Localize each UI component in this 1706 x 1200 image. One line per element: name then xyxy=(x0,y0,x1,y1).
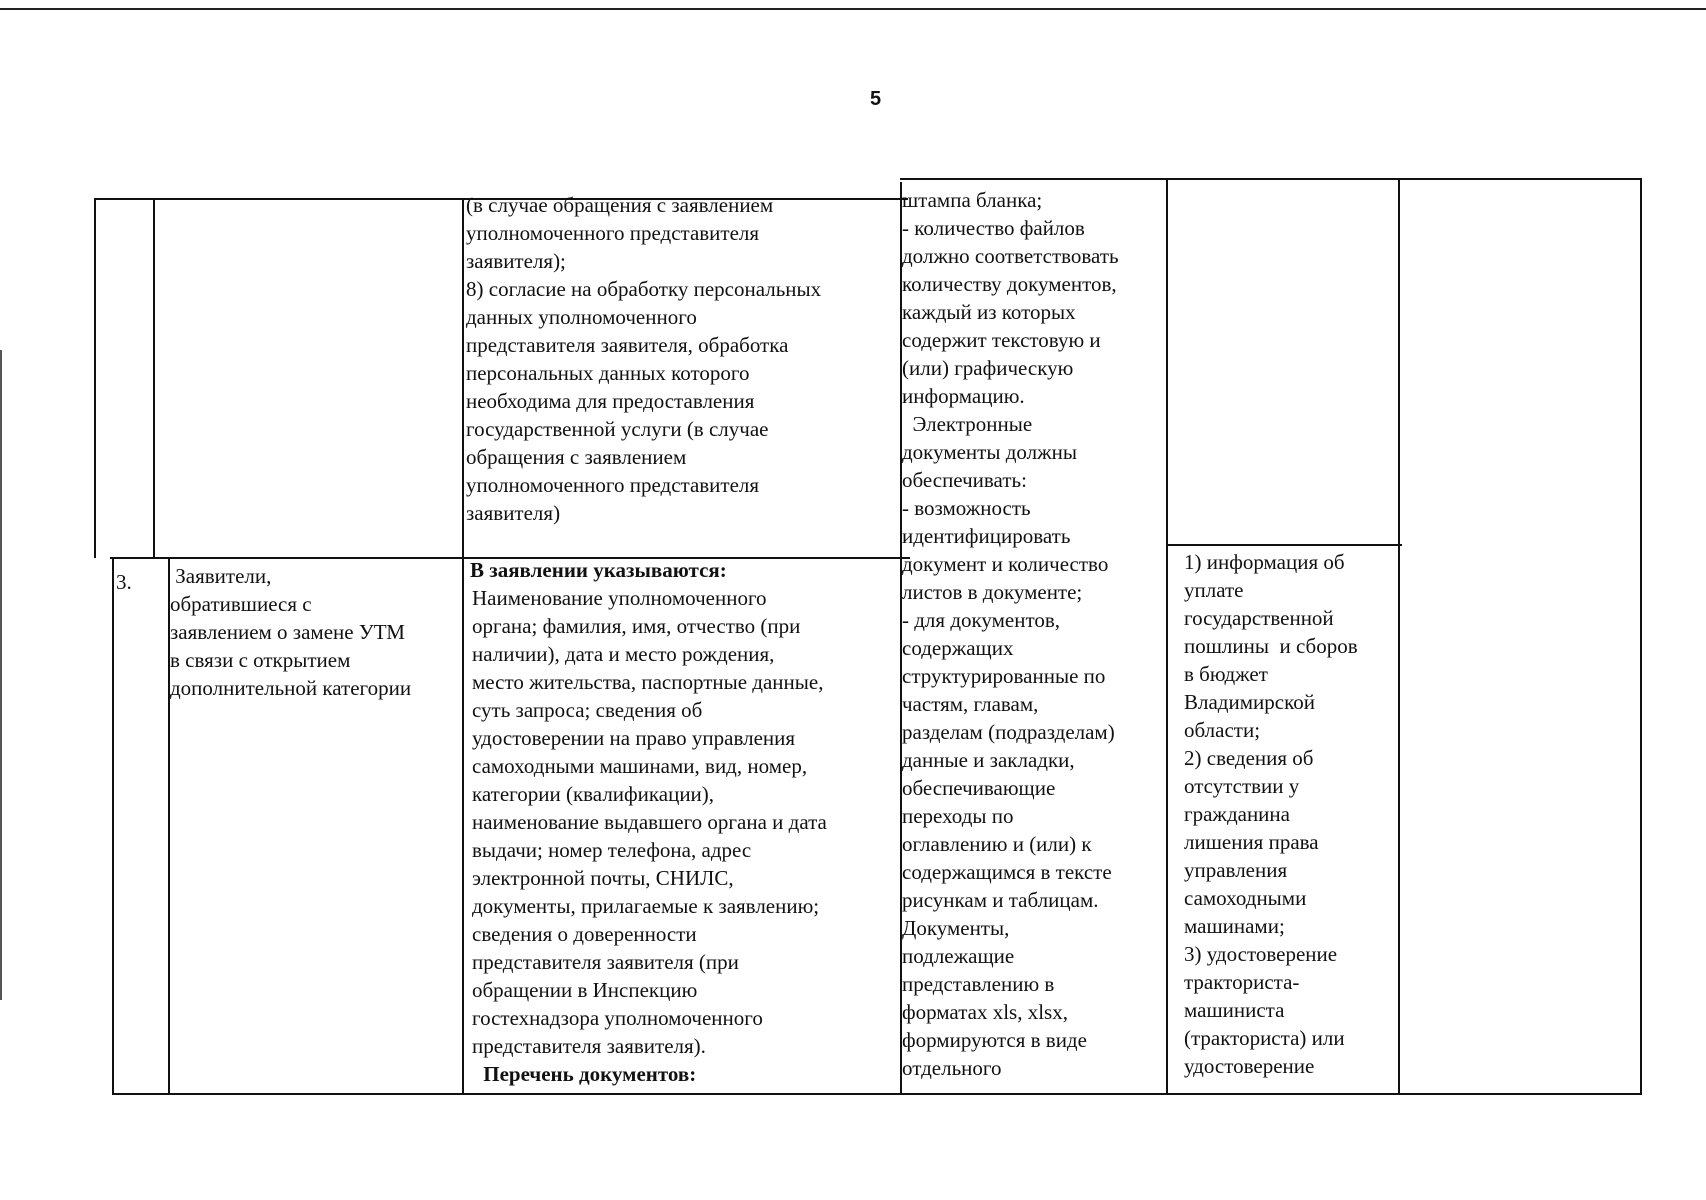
cell-documents-continued: (в случае обращения с заявлением уполномоченного представителя заявителя); 8) согласие на обработку персональных данных уполномоченного представителя заявителя, обработка персональных данных которого необходима для предоставления государственной услуги (в случае обращения с заявлением уполномоченного представителя заявителя) xyxy=(466,193,822,525)
row-number: 3. xyxy=(116,570,132,594)
col-border-0 xyxy=(94,198,96,558)
cell-application-body: Наименование уполномоченного органа; фамилия, имя, отчество (при наличии), дата и место рождения, место жительства, паспортные данные, суть запроса; сведения об удостоверении на право управления самоходными машинами, вид, номер, категории (квалификации), наименование выдавшего органа и дата выдачи; номер телефона, адрес электронной почты, СНИЛС, документы, прилагаемые к заявлению; сведения о доверенности представителя заявителя (при обращении в Инспекцию гостехнадзора уполномоченного представителя заявителя). xyxy=(472,586,827,1058)
col-border-0-lower xyxy=(112,557,114,1094)
table-top-border-right xyxy=(900,178,1642,180)
cell-documents-list-heading: Перечень документов: xyxy=(478,1062,697,1086)
col-border-2 xyxy=(462,198,464,1094)
col-border-1 xyxy=(153,198,155,558)
page-number: 5 xyxy=(870,88,882,110)
cell-requirements-continued: штампа бланка; - количество файлов должно соответствовать количеству документов, каждый из которых содержит текстовую и (или) графическую информацию. Электронные документы должны обеспечивать: - возможность идентифицировать документ и количество листов в документе; - для документов, содержащих структурированные по частям, главам, разделам (подразделам) данные и закладки, обеспечивающие переходы по оглавлению и (или) к содержащимся в тексте рисункам и таблицам. Документы, подлежащие представлению в форматах xls, xlsx, формируются в виде отдельного xyxy=(902,188,1119,1080)
table-bottom-border xyxy=(112,1093,1642,1095)
scan-left-edge xyxy=(0,350,2,1000)
cell-application-heading: В заявлении указываются: xyxy=(470,558,727,582)
col-border-5 xyxy=(1398,178,1400,1094)
col-border-4 xyxy=(1166,180,1168,1094)
row-separator-col5 xyxy=(1166,544,1402,546)
cell-applicants: Заявители, обратившиеся с заявлением о замене УТМ в связи с открытием дополнительной категории xyxy=(170,564,412,700)
scan-top-edge xyxy=(0,8,1706,10)
col-border-6 xyxy=(1640,178,1642,1094)
cell-interagency-info: 1) информация об уплате государственной пошлины и сборов в бюджет Владимирской области; 2) сведения об отсутствии у гражданина лишения права управления самоходными машинами; 3) удостоверение тракториста- машиниста (тракториста) или удостоверение xyxy=(1184,550,1358,1078)
